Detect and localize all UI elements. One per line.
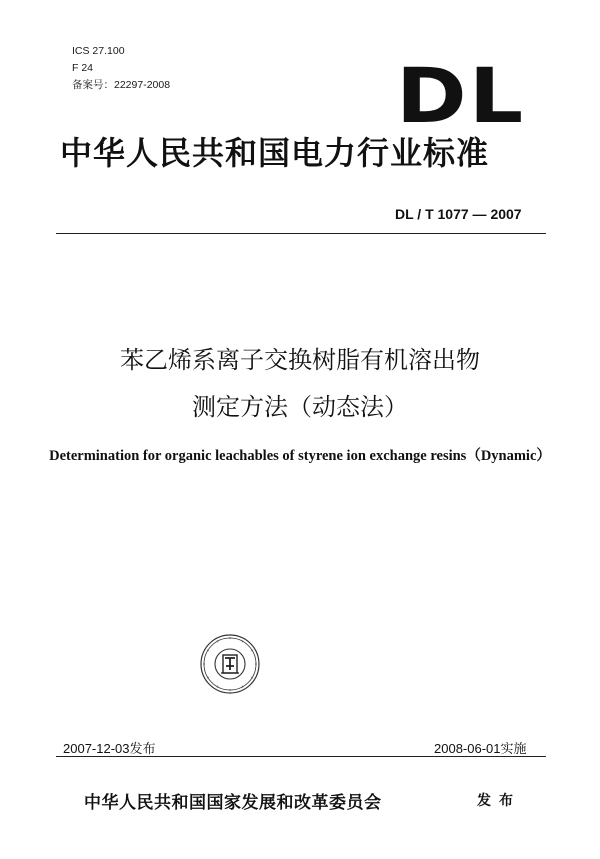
ics-code: ICS 27.100 [72,45,125,57]
standard-heading: 中华人民共和国电力行业标准 [60,134,490,172]
record-number: 备案号：22297-2008 [72,79,171,91]
standard-number: DL / T 1077 — 2007 [395,206,522,222]
footer-divider [56,756,546,757]
issue-date: 2007-12-03发布 [63,741,156,756]
publisher-seal-icon [199,633,261,695]
cn-title-line2: 测定方法（动态法） [192,393,408,421]
issue-label: 发布 [477,793,521,809]
en-title: Determination for organic leachables of styrene ion exchange resins（Dynamic） [49,448,551,464]
category-code: F 24 [72,62,94,74]
cn-title-line1: 苯乙烯系离子交换树脂有机溶出物 [120,346,480,374]
header-divider [56,233,546,234]
issuing-authority: 中华人民共和国国家发展和改革委员会 [84,793,382,813]
effective-date: 2008-06-01实施 [434,741,527,756]
dl-logo: DL [396,51,526,140]
